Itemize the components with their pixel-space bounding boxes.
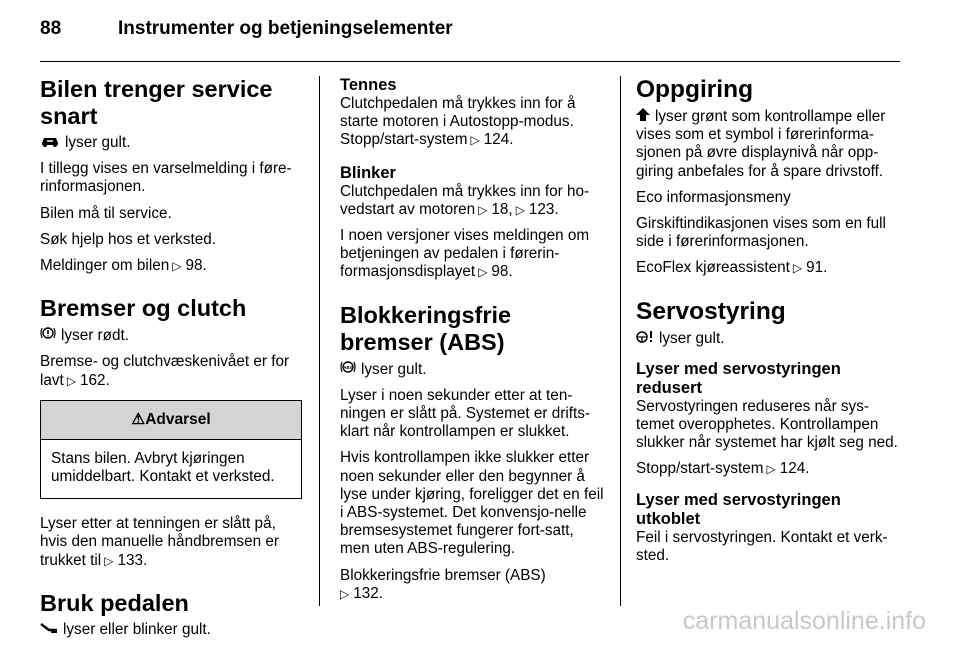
warning-header [41,401,301,440]
brake-ref-1[interactable]: 162. [80,371,110,389]
abs-paragraph-3: Blokkeringsfrie bremser (ABS) [340,566,546,584]
tennes-heading: Tennes [340,76,397,94]
upshift-arrow-icon [636,108,650,126]
svg-text:ABS: ABS [343,364,353,370]
gear-ref[interactable]: 91. [806,259,828,277]
reference-arrow-icon: ▷ [172,259,182,274]
service-paragraph-3: Søk hjelp hos et verksted. [40,230,216,248]
reference-arrow-icon: ▷ [766,462,776,477]
brake-heading: Bremser og clutch [40,295,247,322]
gear-paragraph-1: lyser grønt som kontrollampe eller vises som et symbol i førerinforma-sjonen på øvre displaynivå når opp-giring anbefales for å spare drivstoff. [636,108,886,180]
service-paragraph-1: I tillegg vises en varselmelding i føre-rinformasjonen. [40,160,292,196]
brake-paragraph-2: Lyser etter at tenningen er slått på, hvis den manuelle håndbremsen er trukket til [40,515,279,569]
reference-arrow-icon: ▷ [66,373,77,388]
tennes-paragraph-1: Clutchpedalen må trykkes inn for å starte motoren i Autostopp-modus. Stopp/start-system [340,95,576,149]
pedal-status: lyser eller blinker gult. [63,620,211,638]
brake-ref-2[interactable]: 133. [117,551,148,569]
column-2 [340,76,604,611]
column-divider-2 [620,76,621,606]
reference-arrow-icon: ▷ [478,265,488,280]
steering-warning-icon [636,330,654,348]
watermark: carmanualsonline.info [682,607,926,635]
reference-arrow-icon: ▷ [104,553,114,568]
pedal-heading: Bruk pedalen [40,589,189,616]
brake-paragraph-1: Bremse- og clutchvæskenivået er for lavt [40,353,290,389]
warning-triangle-icon: ⚠ [131,410,146,428]
reference-arrow-icon: ▷ [792,261,803,276]
gear-paragraph-4: EcoFlex kjøreassistent [636,259,790,277]
gear-paragraph-3: Girskiftindikasjonen vises som en full side i førerinformasjonen. [636,215,886,251]
servo-off-paragraph-1: Feil i servostyringen. Kontakt et verk-sted. [636,528,888,564]
servo-off-heading: Lyser med servostyringen utkoblet [636,490,841,528]
abs-paragraph-1: Lyser i noen sekunder etter at ten-ningen er slått på. Systemet er drifts-klart når kontrollampen er slukket. [340,386,590,441]
reference-arrow-icon: ▷ [515,202,525,217]
clutch-pedal-icon [40,621,58,639]
servo-heading: Servostyring [636,297,786,325]
servo-ref[interactable]: 124. [779,460,810,478]
abs-paragraph-2: Hvis kontrollampen ikke slukker etter noen sekunder eller den begynner å lyse under kjøring, foreligger det en feil i ABS-systemet. Det konvensjo-nelle bremsesystemet fungerer fort-satt, men uten ABS-regulering. [340,449,604,558]
servo-reduced-heading: Lyser med servostyringen redusert [636,359,841,397]
warning-text: Stans bilen. Avbryt kjøringen umiddelbart. Kontakt et verksted. [51,449,275,486]
brake-warning-icon [40,326,56,345]
reference-arrow-icon: ▷ [478,202,488,217]
column-1 [40,76,302,647]
servo-status: lyser gult. [659,329,725,347]
car-wrench-icon [40,134,60,152]
blinker-ref-2[interactable]: 123. [528,200,559,218]
gear-heading: Oppgiring [636,76,754,103]
servo-reduced-paragraph-2: Stopp/start-system [636,460,764,478]
abs-heading: Blokkeringsfrie bremser (ABS) [340,301,512,355]
reference-arrow-icon: ▷ [470,133,480,148]
tennes-ref[interactable]: 124. [483,131,514,149]
service-paragraph-2: Bilen må til service. [40,204,172,222]
abs-ref[interactable]: 132. [353,584,384,602]
warning-title: Advarsel [145,410,211,428]
service-ref[interactable]: 98. [185,257,207,275]
warning-box [40,400,302,499]
service-status: lyser gult. [65,134,131,151]
gear-paragraph-2: Eco informasjonsmeny [636,188,791,206]
column-3 [636,76,902,573]
service-heading: Bilen trenger service snart [40,76,273,129]
blinker-ref-1[interactable]: 18, [491,200,513,218]
reference-arrow-icon: ▷ [340,586,350,601]
servo-reduced-paragraph-1: Servostyringen reduseres når sys-temet overopphetes. Kontrollampen slukker når systemet har kjølt seg ned. [636,397,898,452]
page-title: Instrumenter og betjeningselementer [118,18,453,39]
blinker-heading: Blinker [340,163,396,182]
page-number: 88 [40,18,62,39]
page-header [40,18,920,58]
brake-status: lyser rødt. [61,327,129,345]
service-paragraph-4: Meldinger om bilen [40,257,170,275]
column-divider-1 [319,76,320,606]
blinker-paragraph-2: I noen versjoner vises meldingen om betjeningen av pedalen i førerin-formasjonsdisplayet [340,227,590,281]
blinker-ref-3[interactable]: 98. [491,263,513,281]
abs-icon [340,360,356,379]
blinker-paragraph-1: Clutchpedalen må trykkes inn for ho-vedstart av motoren [340,182,590,218]
header-divider [40,61,900,62]
abs-status: lyser gult. [361,360,427,378]
